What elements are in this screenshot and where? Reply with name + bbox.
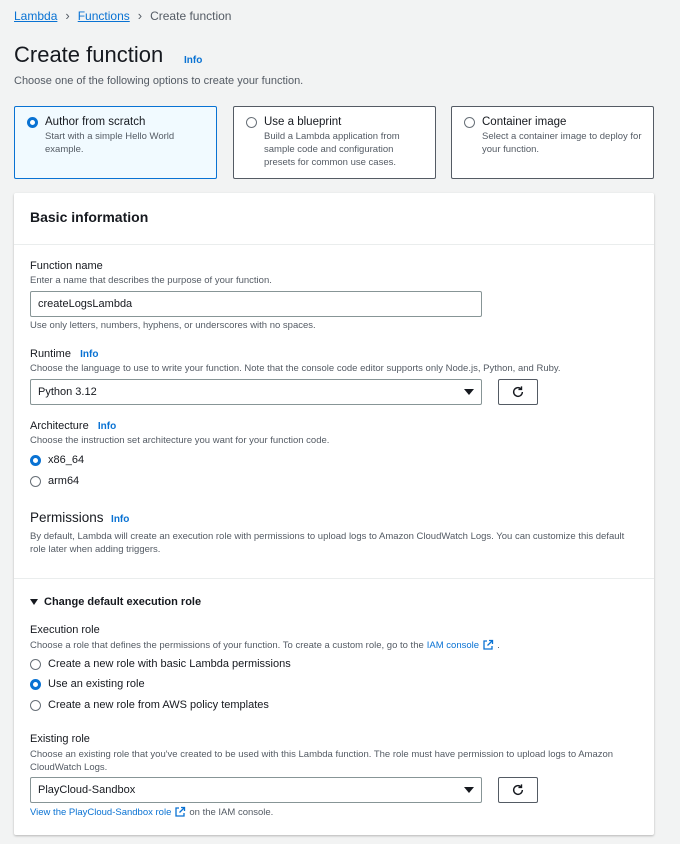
- option-desc: Select a container image to deploy for your function.: [482, 131, 642, 155]
- radio-unchecked-icon[interactable]: [30, 659, 41, 670]
- iam-console-link[interactable]: IAM console: [426, 639, 480, 651]
- execution-role-desc: Choose a role that defines the permissions of your function. To create a custom role, go to the: [30, 639, 424, 651]
- radio-unchecked-icon[interactable]: [246, 117, 257, 128]
- runtime-desc: Choose the language to use to write your function. Note that the console code editor supports only Node.js, Python, and Ruby.: [30, 363, 561, 374]
- divider: [14, 578, 654, 579]
- function-name-desc: Enter a name that describes the purpose of your function.: [30, 275, 272, 286]
- arch-option-label: arm64: [48, 475, 80, 487]
- option-container-image[interactable]: [451, 106, 654, 179]
- runtime-value: Python 3.12: [38, 386, 97, 398]
- option-desc: Build a Lambda application from sample code and configuration presets for common use cases.: [264, 131, 400, 168]
- permissions-desc: By default, Lambda will create an execution role with permissions to upload logs to Amazon CloudWatch Logs. You can customize this default role later when adding triggers.: [30, 531, 625, 555]
- runtime-select[interactable]: [30, 379, 482, 405]
- radio-checked-icon[interactable]: [30, 455, 41, 466]
- arch-option-x86[interactable]: [30, 454, 84, 466]
- function-name-value: createLogsLambda: [38, 298, 133, 310]
- existing-role-select[interactable]: [30, 777, 482, 803]
- caret-down-icon: [464, 389, 474, 395]
- runtime-info-link[interactable]: Info: [80, 349, 99, 360]
- arch-option-arm64[interactable]: [30, 475, 79, 487]
- permissions-heading: [30, 510, 129, 525]
- radio-checked-icon[interactable]: [27, 117, 38, 128]
- option-title: Container image: [482, 116, 567, 128]
- title-info-link[interactable]: Info: [184, 55, 203, 66]
- refresh-icon: [511, 385, 525, 399]
- breadcrumb-current: Create function: [150, 8, 232, 23]
- arch-option-label: x86_64: [48, 454, 85, 466]
- architecture-info-link[interactable]: Info: [97, 421, 117, 432]
- change-role-label: Change default execution role: [44, 596, 202, 608]
- existing-role-refresh-button[interactable]: [498, 777, 538, 803]
- role-option-new-basic[interactable]: [30, 658, 291, 670]
- caret-down-icon: [30, 599, 38, 605]
- permissions-info-link[interactable]: Info: [111, 514, 130, 525]
- caret-down-icon: [464, 787, 474, 793]
- existing-role-desc: Choose an existing role that you've created to be used with this Lambda function. The role must have permission to upload logs to Amazon CloudWatch Logs.: [30, 749, 614, 773]
- page-title: Create function: [14, 42, 164, 67]
- existing-role-label: Existing role: [30, 733, 90, 745]
- function-name-input[interactable]: [30, 291, 482, 317]
- radio-unchecked-icon[interactable]: [464, 117, 475, 128]
- role-option-label: Create a new role with basic Lambda permissions: [48, 658, 291, 670]
- architecture-desc: Choose the instruction set architecture you want for your function code.: [30, 435, 330, 446]
- period: .: [497, 639, 500, 651]
- role-option-existing[interactable]: [30, 678, 145, 690]
- refresh-icon: [511, 783, 525, 797]
- architecture-label: [30, 420, 116, 432]
- function-name-hint: Use only letters, numbers, hyphens, or underscores with no spaces.: [30, 320, 316, 331]
- role-option-label: Create a new role from AWS policy templates: [48, 699, 269, 711]
- option-title: Author from scratch: [45, 116, 146, 128]
- radio-unchecked-icon[interactable]: [30, 476, 41, 487]
- breadcrumb-lambda[interactable]: Lambda: [14, 8, 58, 23]
- page-description: Choose one of the following options to create your function.: [14, 75, 304, 87]
- runtime-refresh-button[interactable]: [498, 379, 538, 405]
- chevron-right-icon: ›: [137, 8, 143, 23]
- view-role-suffix: on the IAM console.: [189, 806, 274, 818]
- change-role-toggle[interactable]: [30, 596, 201, 608]
- option-use-blueprint[interactable]: [233, 106, 436, 179]
- existing-role-value: PlayCloud-Sandbox: [38, 784, 136, 796]
- breadcrumb-functions[interactable]: Functions: [77, 8, 130, 23]
- radio-checked-icon[interactable]: [30, 679, 41, 690]
- permissions-title: Permissions: [30, 510, 104, 525]
- basic-information-panel: [14, 193, 654, 835]
- runtime-label-text: Runtime: [30, 348, 71, 360]
- radio-unchecked-icon[interactable]: [30, 700, 41, 711]
- panel-heading: Basic information: [14, 193, 654, 245]
- role-option-policy-templates[interactable]: [30, 699, 269, 711]
- option-author-from-scratch[interactable]: [14, 106, 217, 179]
- function-name-label: Function name: [30, 260, 103, 272]
- runtime-label: [30, 348, 98, 360]
- option-title: Use a blueprint: [264, 116, 342, 128]
- execution-role-label: Execution role: [30, 624, 100, 636]
- external-link-icon[interactable]: [482, 639, 494, 651]
- view-role-row: [30, 806, 273, 818]
- execution-role-desc-row: [30, 639, 500, 651]
- architecture-label-text: Architecture: [30, 420, 89, 432]
- breadcrumb: [14, 8, 231, 23]
- option-desc: Start with a simple Hello World example.: [45, 131, 175, 155]
- role-option-label: Use an existing role: [48, 678, 145, 690]
- view-role-link[interactable]: View the PlayCloud-Sandbox role: [30, 806, 172, 818]
- external-link-icon[interactable]: [174, 806, 186, 818]
- chevron-right-icon: ›: [65, 8, 70, 23]
